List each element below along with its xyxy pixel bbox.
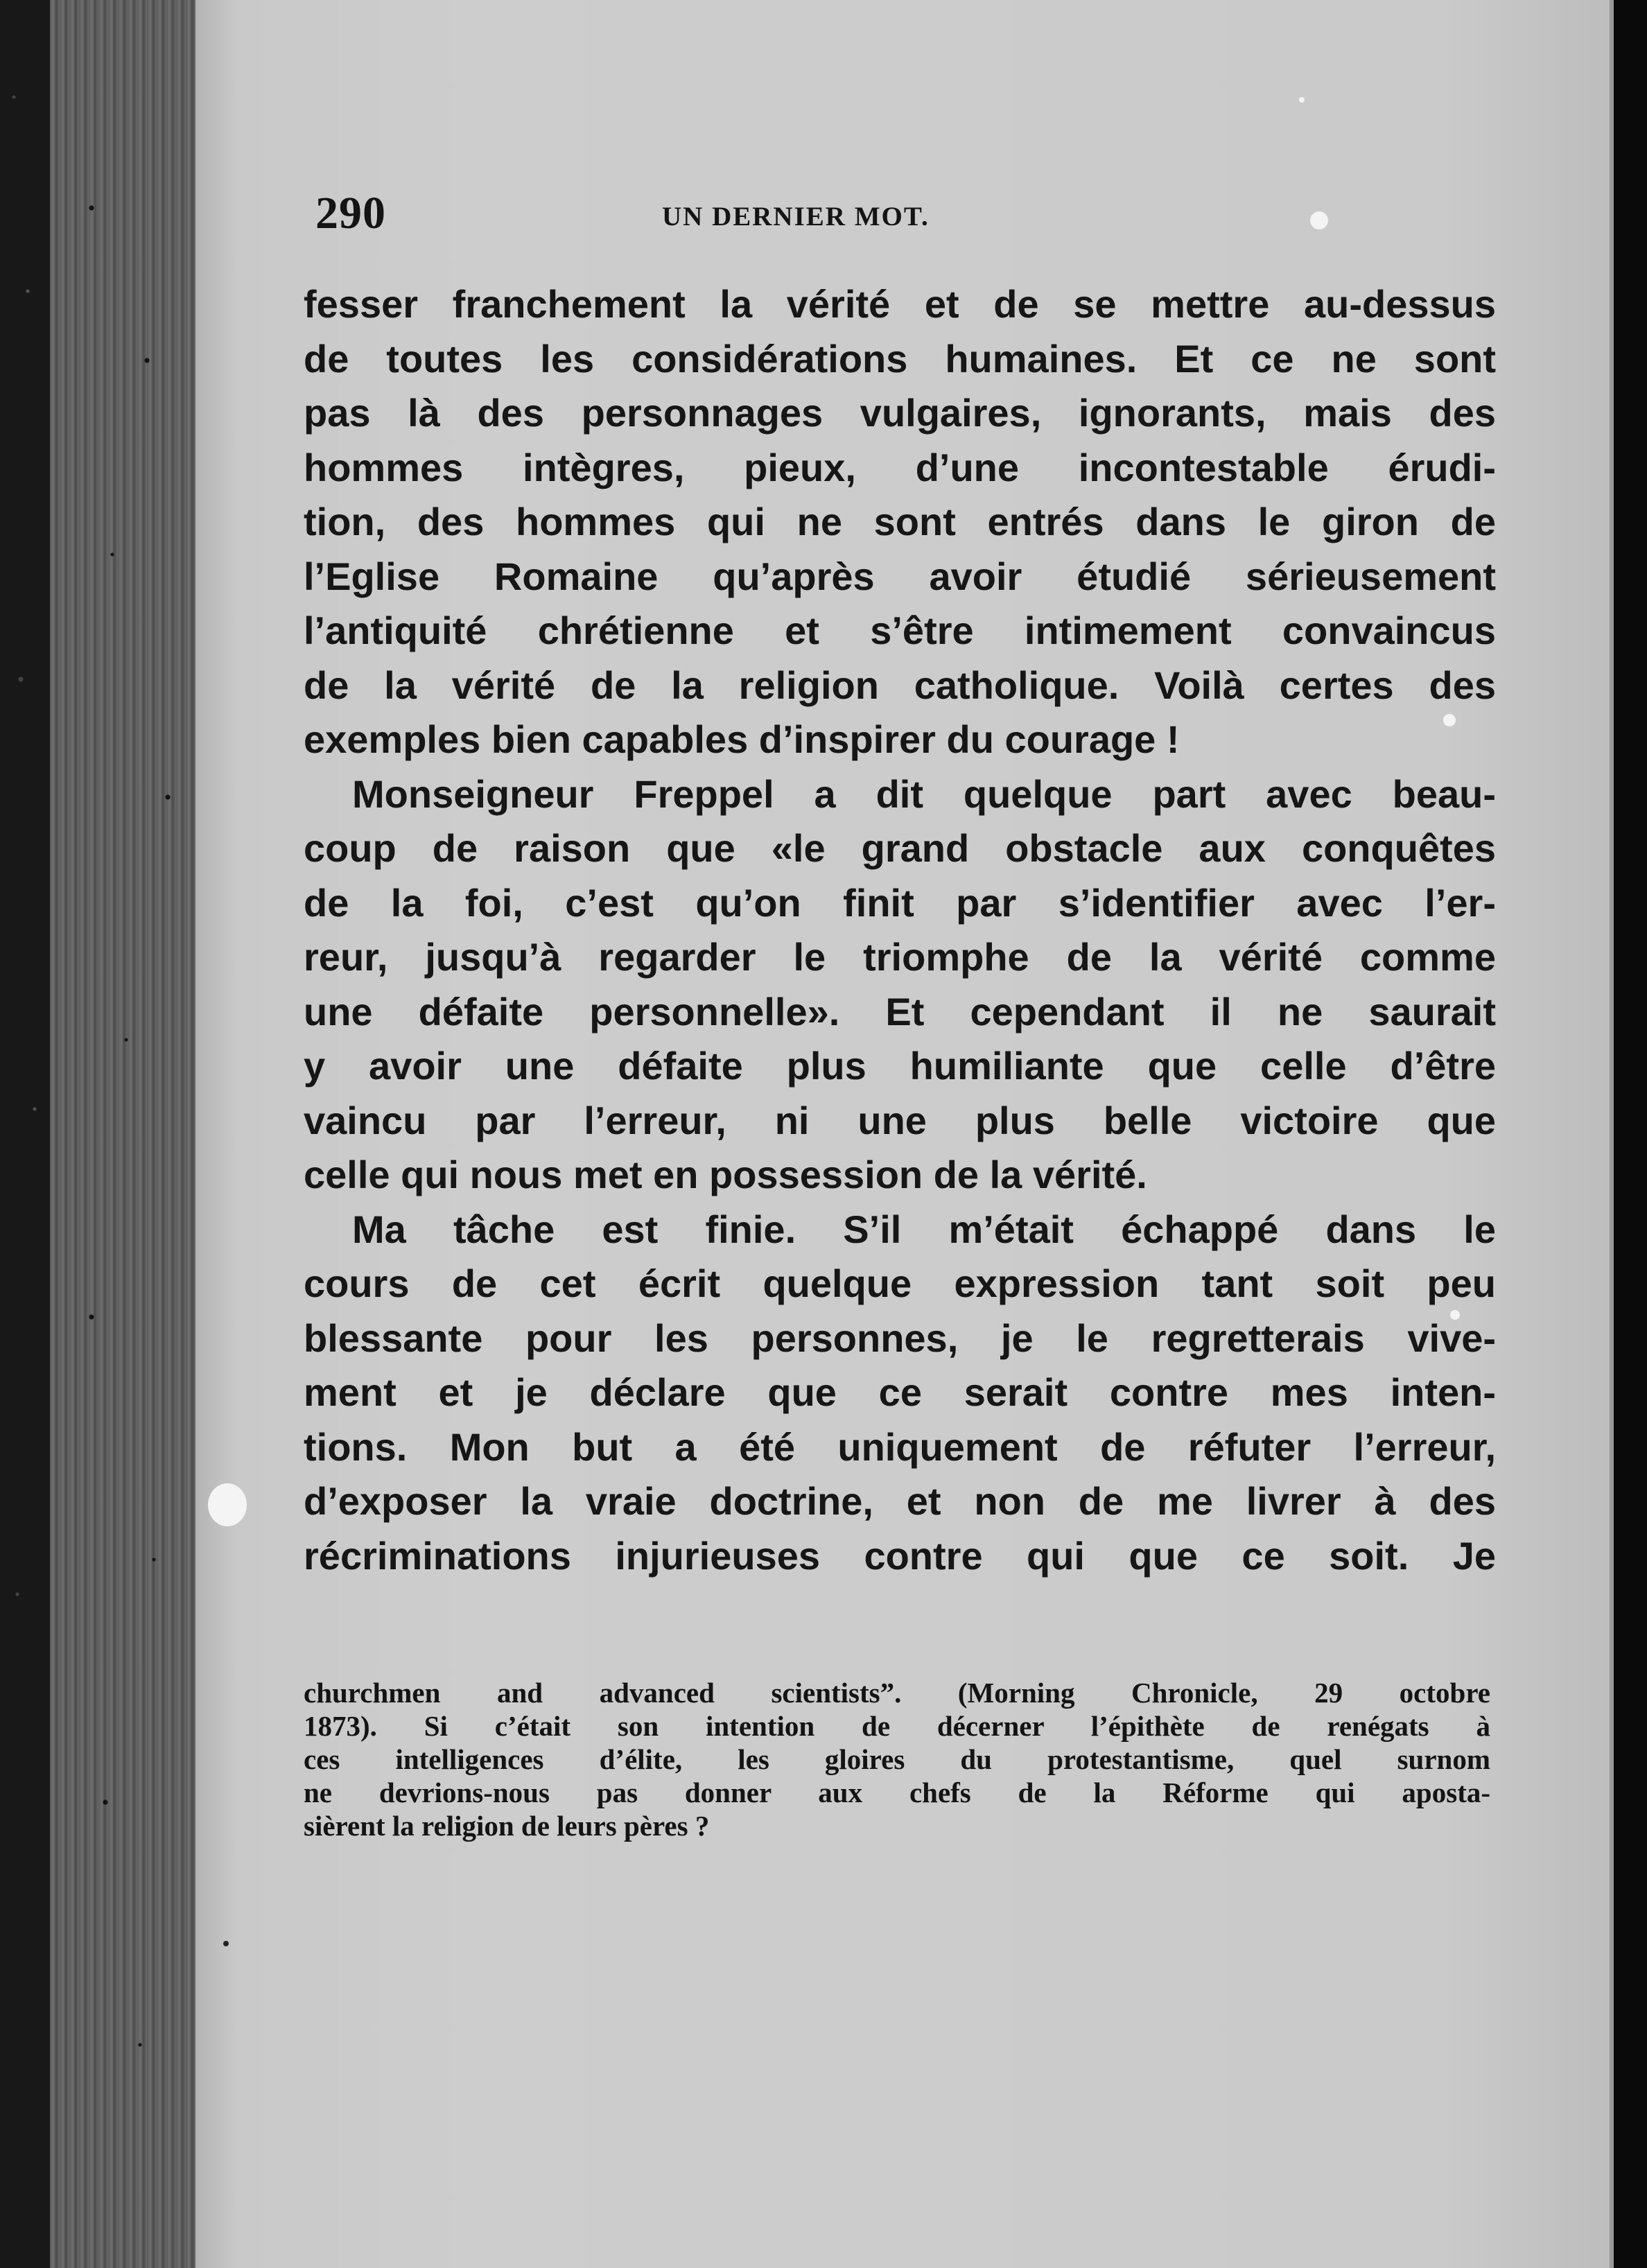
body-text	[304, 277, 1496, 1583]
text-line: tions. Mon but a été uniquement de réfuter l’erreur,	[304, 1424, 1496, 1469]
text-line: de la vérité de la religion catholique. Voilà certes des	[304, 663, 1496, 707]
text-line: coup de raison que «le grand obstacle aux conquêtes	[304, 826, 1496, 870]
book-spine-edge	[0, 0, 50, 2268]
text-line: y avoir une défaite plus humiliante que celle d’être	[304, 1044, 1496, 1088]
dust-speck	[208, 1483, 247, 1526]
footnote	[304, 1676, 1490, 1842]
text-line: Ma tâche est finie. S’il m’était échappé dans le	[352, 1207, 1496, 1251]
text-line: cours de cet écrit quelque expression tant soit peu	[304, 1262, 1496, 1305]
footnote-line: 1873). Si c’était son intention de décerner l’épithète de renégats à	[304, 1710, 1490, 1742]
text-line: Monseigneur Freppel a dit quelque part avec beau-	[352, 771, 1496, 816]
text-line: ment et je déclare que ce serait contre mes inten-	[304, 1370, 1496, 1414]
text-line: fesser franchement la vérité et de se mettre au-dessus	[304, 282, 1496, 326]
text-line: reur, jusqu’à regarder le triomphe de la vérité comme	[304, 935, 1496, 979]
footnote-line: ces intelligences d’élite, les gloires du protestantisme, quel surnom	[304, 1743, 1490, 1775]
running-title: UN DERNIER MOT.	[662, 202, 930, 232]
text-line: l’Eglise Romaine qu’après avoir étudié sérieusement	[304, 554, 1496, 598]
page-fore-edge	[50, 0, 195, 2268]
page-number: 290	[315, 188, 386, 238]
text-line: pas là des personnages vulgaires, ignorants, mais des	[304, 391, 1496, 435]
text-line: une défaite personnelle». Et cependant il ne saurait	[304, 989, 1496, 1033]
text-line: celle qui nous met en possession de la vérité.	[304, 1153, 1147, 1196]
text-line: tion, des hommes qui ne sont entrés dans le giron de	[304, 500, 1496, 543]
text-line: exemples bien capables d’inspirer du courage !	[304, 717, 1180, 761]
text-line: récriminations injurieuses contre qui que ce soit. Je	[304, 1533, 1496, 1578]
right-page-edge	[1610, 0, 1647, 2268]
running-head	[315, 187, 1494, 250]
footnote-line: ne devrions-nous pas donner aux chefs de la Réforme qui aposta-	[304, 1777, 1490, 1808]
text-line: d’exposer la vraie doctrine, et non de me livrer à des	[304, 1479, 1496, 1523]
text-line: de la foi, c’est qu’on finit par s’identifier avec l’er-	[304, 880, 1496, 925]
text-line: hommes intègres, pieux, d’une incontestable érudi-	[304, 445, 1496, 489]
dust-speck	[223, 1941, 229, 1946]
text-line: de toutes les considérations humaines. Et ce ne sont	[304, 336, 1496, 381]
text-line: blessante pour les personnes, je le regretterais vive-	[304, 1316, 1496, 1360]
footnote-line: sièrent la religion de leurs pères ?	[304, 1810, 710, 1842]
footnote-line: churchmen and advanced scientists”. (Morning Chronicle, 29 octobre	[304, 1677, 1490, 1709]
text-line: l’antiquité chrétienne et s’être intimement convaincus	[304, 609, 1496, 652]
text-line: vaincu par l’erreur, ni une plus belle victoire que	[304, 1098, 1496, 1142]
dust-speck	[1299, 97, 1305, 103]
